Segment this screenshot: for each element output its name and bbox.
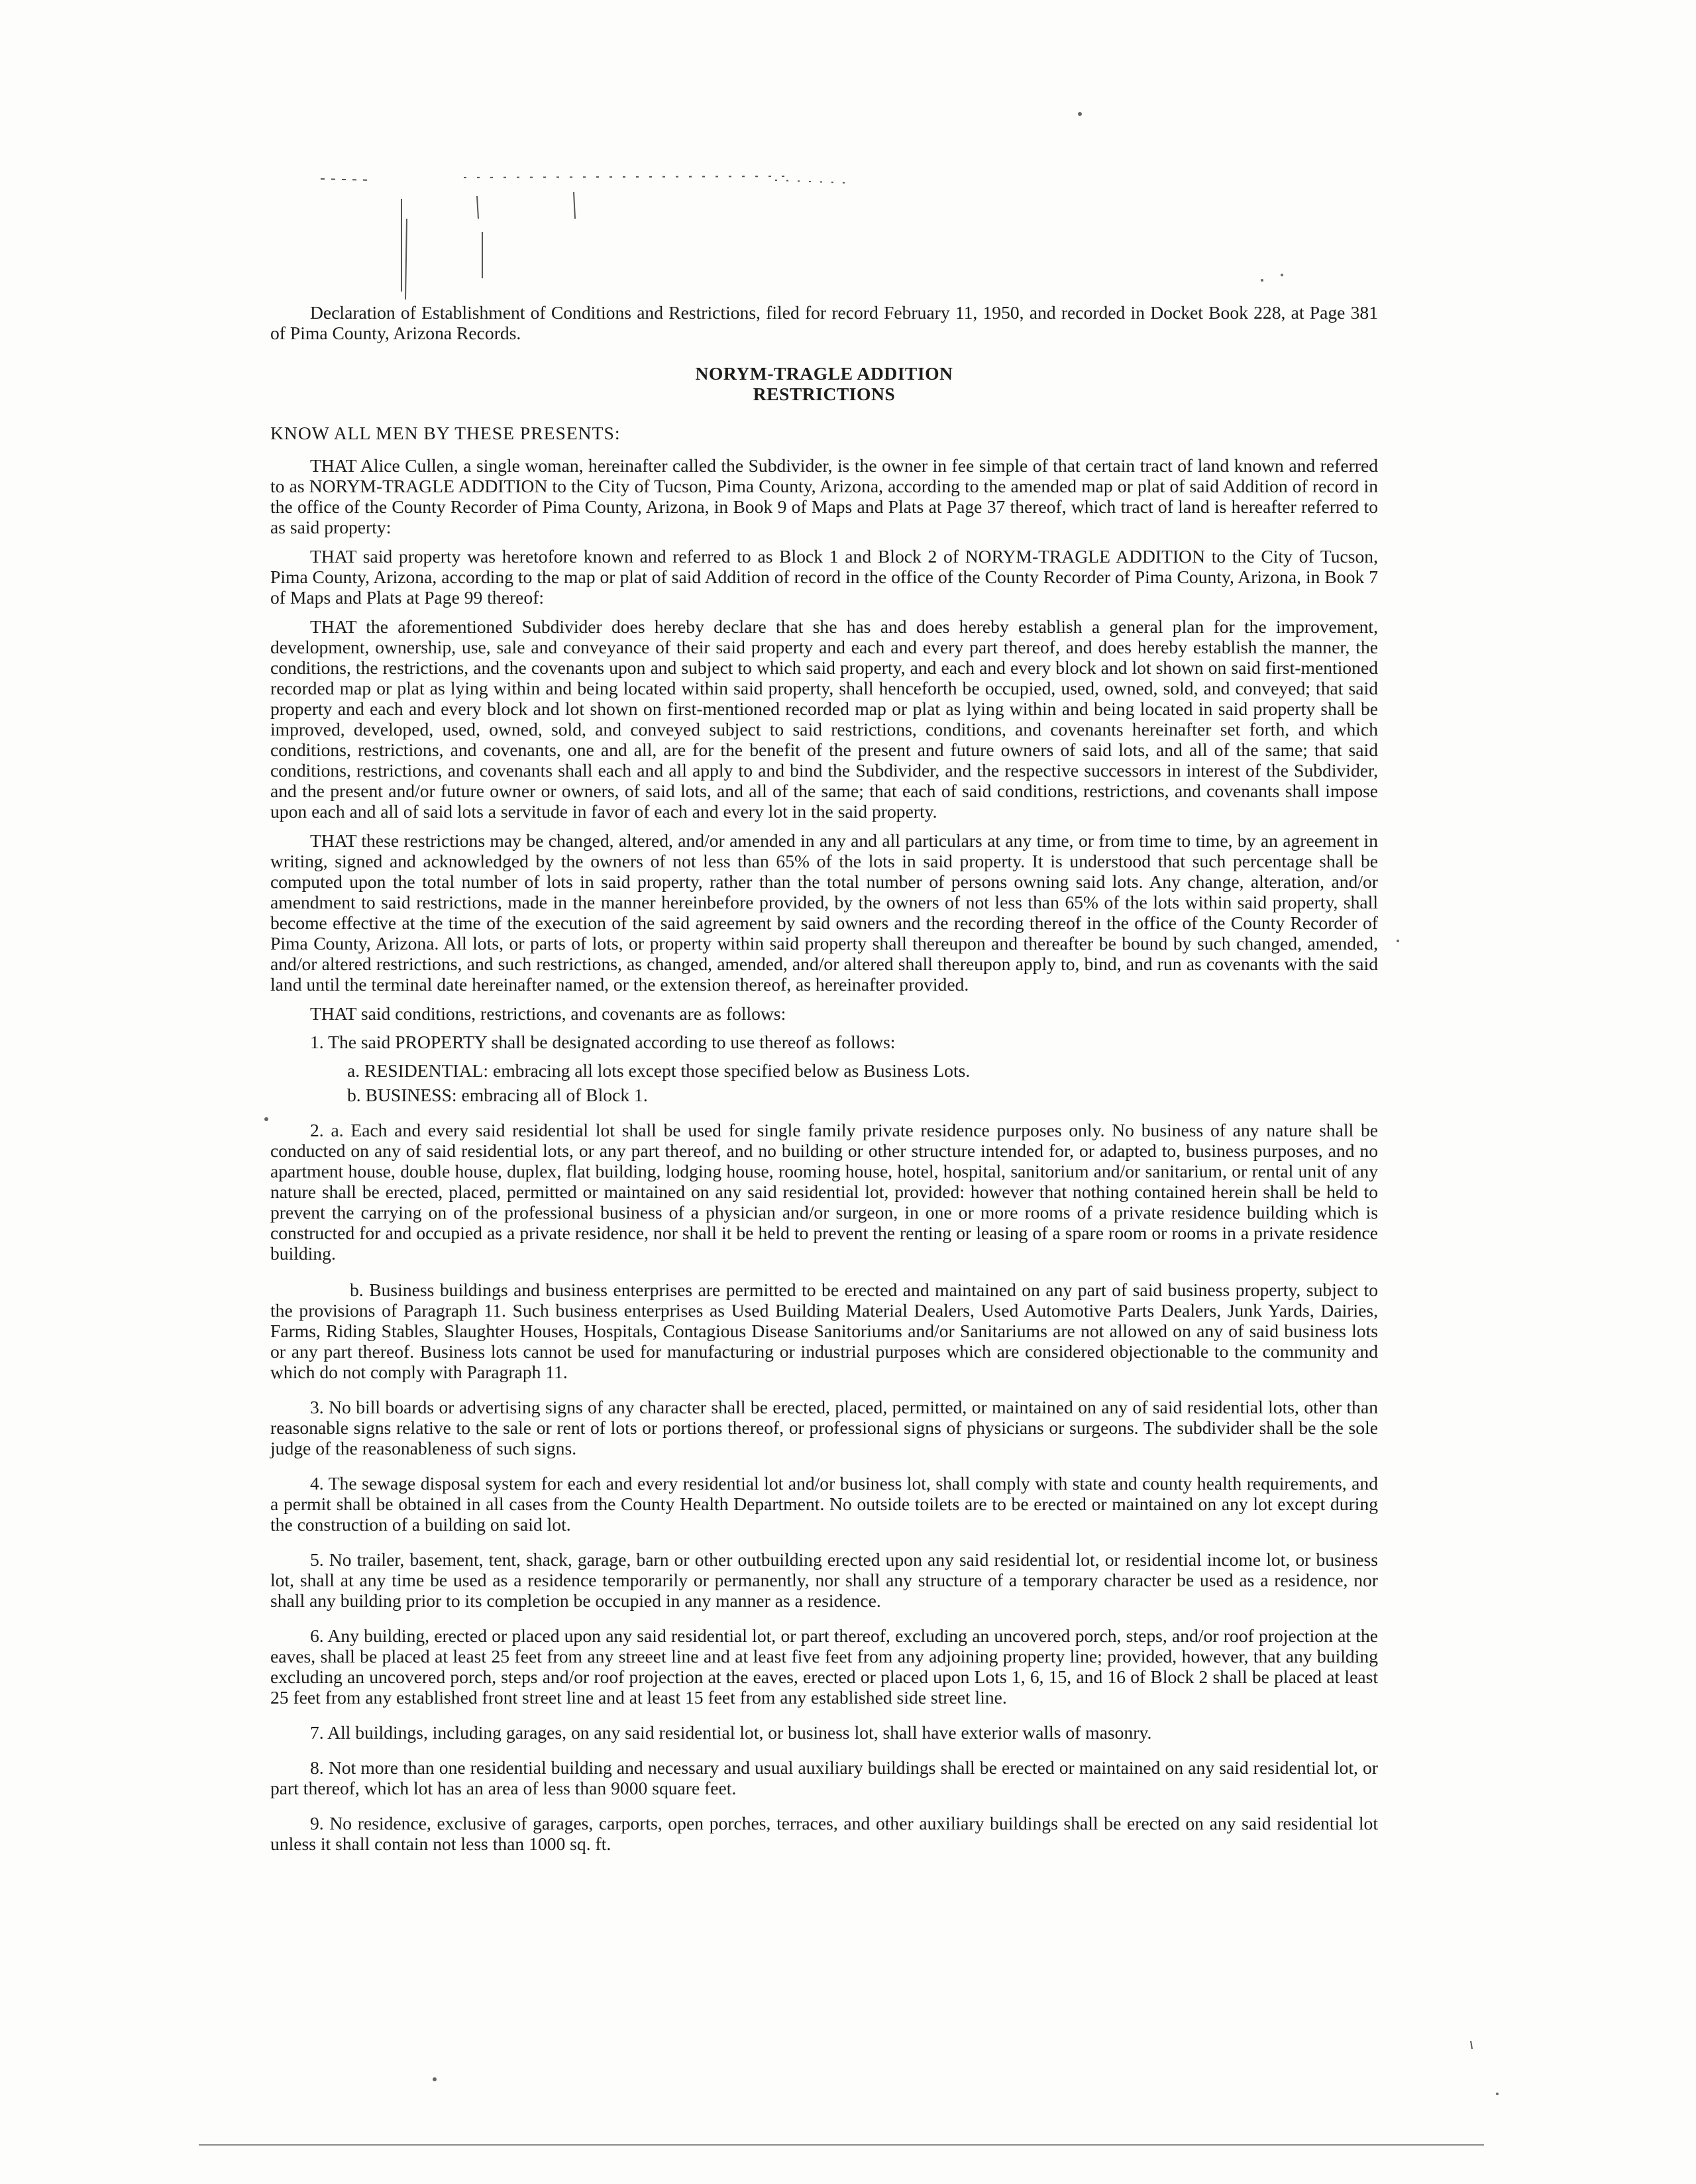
document-body xyxy=(270,302,1378,1854)
document-subtitle: RESTRICTIONS xyxy=(753,384,896,404)
restriction-1: 1. The said PROPERTY shall be designated according to use thereof as follows: xyxy=(310,1032,896,1052)
restriction-1a: a. RESIDENTIAL: embracing all lots except those specified below as Business Lots. xyxy=(347,1060,971,1081)
restriction-3: 3. No bill boards or advertising signs of any character shall be erected, placed, permitted, or maintained on any of said residential lots, other than reasonable signs relative to the sale or rent of lots or portions thereof, or professional signs of physicians or surgeons. The subdivider shall be the sole judge of the reasonableness of such signs. xyxy=(270,1397,1378,1458)
restriction-2b: b. Business buildings and business enterprises are permitted to be erected and maintained on any part of said business property, subject to the provisions of Paragraph 11. Such business enterprises as Used Building Material Dealers, Used Automotive Parts Dealers, Junk Yards, Dairies, Farms, Riding Stables, Slaughter Houses, Hospitals, Contagious Disease Sanitoriums and/or Sanitariums are not allowed on any of said business lots or any part thereof. Business lots cannot be used for manufacturing or industrial purposes which are considered objectionable to the community and which do not comply with Paragraph 11. xyxy=(270,1280,1378,1382)
document-title: NORYM-TRAGLE ADDITION xyxy=(695,363,953,384)
restriction-4: 4. The sewage disposal system for each and every residential lot and/or business lot, shall comply with state and county health requirements, and a permit shall be obtained in all cases from the County Health Department. No outside toilets are to be erected or maintained on any lot except during the construction of a building on said lot. xyxy=(270,1473,1378,1535)
restriction-8: 8. Not more than one residential building and necessary and usual auxiliary buildings shall be erected or maintained on any said residential lot, or part thereof, which lot has an area of less than 9000 square feet. xyxy=(270,1757,1378,1798)
restriction-6: 6. Any building, erected or placed upon any said residential lot, or part thereof, excluding an uncovered porch, steps, and/or roof projection at the eaves, shall be placed at least 25 feet from any streeet line and at least five feet from any adjoining property line; provided, however, that any building excluding an uncovered porch, steps and/or roof projection at the eaves, erected or placed upon Lots 1, 6, 15, and 16 of Block 2 shall be placed at least 25 feet from any established front street line and at least 15 feet from any established side street line. xyxy=(270,1625,1378,1708)
paragraph-owner: THAT Alice Cullen, a single woman, hereinafter called the Subdivider, is the owner in fee simple of that certain tract of land known and referred to as NORYM-TRAGLE ADDITION to the City of Tucson, Pima County, Arizona, according to the amended map or plat of said Addition of record in the office of the County Recorder of Pima County, Arizona, in Book 9 of Maps and Plats at Page 37 thereof, which tract of land is hereafter referred to as said property: xyxy=(270,455,1378,537)
restriction-5: 5. No trailer, basement, tent, shack, garage, barn or other outbuilding erected upon any said residential lot, or residential income lot, or business lot, shall at any time be used as a residence temporarily or permanently, nor shall any structure of a temporary character be used as a residence, nor shall any building prior to its completion be occupied in any manner as a residence. xyxy=(270,1549,1378,1611)
restriction-7: 7. All buildings, including garages, on any said residential lot, or business lot, shall have exterior walls of masonry. xyxy=(310,1722,1152,1743)
footer-rule xyxy=(199,2144,1484,2146)
paragraph-general-plan: THAT the aforementioned Subdivider does hereby declare that she has and does hereby establish a general plan for the improvement, development, ownership, use, sale and conveyance of their said property and each and every part thereof, and does hereby establish the manner, the conditions, the restrictions, and the covenants upon and subject to which said property, and each and every block and lot shown on said first-mentioned recorded map or plat as lying within and being located within said property, shall henceforth be occupied, used, owned, sold, and conveyed; that said property and each and every block and lot shown on first-mentioned recorded map or plat as lying within and being located in said property shall be improved, developed, used, owned, sold, and conveyed subject to said restrictions, conditions, and covenants hereinafter set forth, and which conditions, restrictions, and covenants, one and all, are for the benefit of the present and future owners of said lots, and all of the same; that said conditions, restrictions, and covenants shall each and all apply to and bind the Subdivider, and the respective successors in interest of the Subdivider, and the present and/or future owner or owners, of said lots, and all of the same; that each of said conditions, restrictions, and covenants shall impose upon each and all of said lots a servitude in favor of each and every lot in the said property. xyxy=(270,616,1378,822)
salutation: KNOW ALL MEN BY THESE PRESENTS: xyxy=(270,423,621,443)
paragraph-covenants-intro: THAT said conditions, restrictions, and covenants are as follows: xyxy=(310,1003,786,1024)
paragraph-former-name: THAT said property was heretofore known and referred to as Block 1 and Block 2 of NORYM-TRAGLE ADDITION to the City of Tucson, Pima County, Arizona, according to the map or plat of said Addition of record in the office of the County Recorder of Pima County, Arizona, in Book 7 of Maps and Plats at Page 99 thereof: xyxy=(270,546,1378,608)
restriction-2a: 2. a. Each and every said residential lot shall be used for single family private residence purposes only. No business of any nature shall be conducted on any of said residential lots, or any part thereof, and no building or other structure intended for, or adapted to, business purposes, and no apartment house, double house, duplex, flat building, lodging house, rooming house, hotel, hospital, sanitorium and/or sanitarium, or rental unit of any nature shall be erected, placed, permitted or maintained on any said residential lot, provided: however that nothing contained herein shall be held to prevent the carrying on of the professional business of a physician and/or surgeon, in one or more rooms of a private residence building which is constructed for and occupied as a private residence, nor shall it be held to prevent the renting or leasing of a spare room or rooms in a private residence building. xyxy=(270,1120,1378,1264)
restriction-1b: b. BUSINESS: embracing all of Block 1. xyxy=(347,1085,648,1105)
paragraph-amendment: THAT these restrictions may be changed, altered, and/or amended in any and all particulars at any time, or from time to time, by an agreement in writing, signed and acknowledged by the owners of not less than 65% of the lots in said property. It is understood that such percentage shall be computed upon the total number of lots in said property, rather than the total number of persons owning said lots. Any change, alteration, and/or amendment to said restrictions, made in the manner hereinbefore provided, by the owners of not less than 65% of the lots within said property, shall become effective at the time of the execution of the said agreement by said owners and the recording thereof in the office of the County Recorder of Pima County, Arizona. All lots, or parts of lots, or property within said property shall thereupon and thereafter be bound by such changed, amended, and/or altered restrictions, and such restrictions, as changed, amended, and/or altered shall thereupon apply to, bind, and run as covenants with the said land until the terminal date hereinafter named, or the extension thereof, as hereinafter provided. xyxy=(270,830,1378,995)
filing-note: Declaration of Establishment of Conditions and Restrictions, filed for record February 11, 1950, and recorded in Docket Book 228, at Page 381 of Pima County, Arizona Records. xyxy=(270,302,1378,343)
restriction-9: 9. No residence, exclusive of garages, carports, open porches, terraces, and other auxiliary buildings shall be erected on any said residential lot unless it shall contain not less than 1000 sq. ft. xyxy=(270,1813,1378,1854)
